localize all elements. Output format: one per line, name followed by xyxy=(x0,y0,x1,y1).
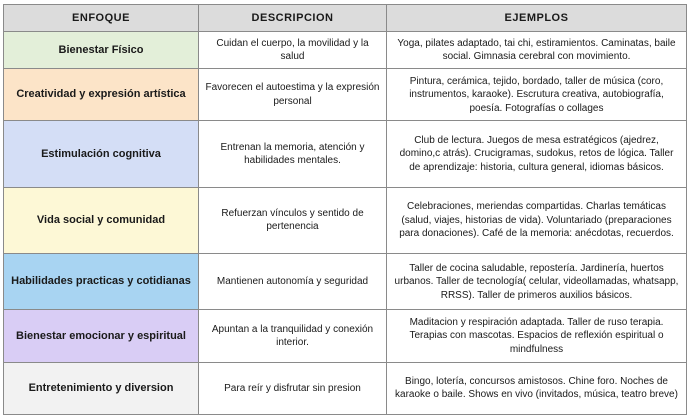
descripcion-cell: Entrenan la memoria, atención y habilidades mentales. xyxy=(199,121,387,187)
ejemplos-cell: Club de lectura. Juegos de mesa estratégicos (ajedrez, domino,c atrás). Crucigramas, sudokus, retos de lógica. Taller de aprendizaje: historia, cultura general, idiomas básicos. xyxy=(387,121,687,187)
enfoque-cell: Bienestar Físico xyxy=(4,32,199,69)
header-enfoque: ENFOQUE xyxy=(4,5,199,32)
ejemplos-cell: Bingo, lotería, concursos amistosos. Chine foro. Noches de karaoke o baile. Shows en vivo (invitados, música, teatro breve) xyxy=(387,362,687,414)
ejemplos-cell: Pintura, cerámica, tejido, bordado, taller de música (coro, instrumentos, karaoke). Escrutura creativa, autobiografía, poesía. Fotografías o collages xyxy=(387,69,687,121)
ejemplos-cell: Taller de cocina saludable, repostería. Jardinería, huertos urbanos. Taller de tecnología( celular, videollamadas, whatsapp, RRSS). Taller de primeros auxilios básicos. xyxy=(387,254,687,310)
table-row xyxy=(4,69,687,121)
activities-table xyxy=(3,4,687,415)
descripcion-cell: Favorecen el autoestima y la expresión personal xyxy=(199,69,387,121)
enfoque-cell: Habilidades practicas y cotidianas xyxy=(4,254,199,310)
header-descripcion: DESCRIPCION xyxy=(199,5,387,32)
header-row xyxy=(4,5,687,32)
descripcion-cell: Apuntan a la tranquilidad y conexión interior. xyxy=(199,310,387,362)
header-ejemplos: EJEMPLOS xyxy=(387,5,687,32)
enfoque-cell: Entretenimiento y diversion xyxy=(4,362,199,414)
enfoque-cell: Estimulación cognitiva xyxy=(4,121,199,187)
table-row xyxy=(4,187,687,253)
descripcion-cell: Refuerzan vínculos y sentido de pertenencia xyxy=(199,187,387,253)
table-row xyxy=(4,362,687,414)
table-row xyxy=(4,310,687,362)
enfoque-cell: Creatividad y expresión artística xyxy=(4,69,199,121)
table-row xyxy=(4,32,687,69)
ejemplos-cell: Celebraciones, meriendas compartidas. Charlas temáticas (salud, viajes, historias de vida). Voluntariado (preparaciones para donaciones). Café de la memoria: anécdotas, recuerdos. xyxy=(387,187,687,253)
table-row xyxy=(4,254,687,310)
descripcion-cell: Para reír y disfrutar sin presion xyxy=(199,362,387,414)
ejemplos-cell: Maditacion y respiración adaptada. Taller de ruso terapia. Terapias con mascotas. Espacios de reflexión espiritual o mindfulness xyxy=(387,310,687,362)
enfoque-cell: Vida social y comunidad xyxy=(4,187,199,253)
enfoque-cell: Bienestar emocionar y espiritual xyxy=(4,310,199,362)
ejemplos-cell: Yoga, pilates adaptado, tai chi, estiramientos. Caminatas, baile social. Gimnasia cerebral con movimiento. xyxy=(387,32,687,69)
descripcion-cell: Mantienen autonomía y seguridad xyxy=(199,254,387,310)
descripcion-cell: Cuidan el cuerpo, la movilidad y la salud xyxy=(199,32,387,69)
table-row xyxy=(4,121,687,187)
